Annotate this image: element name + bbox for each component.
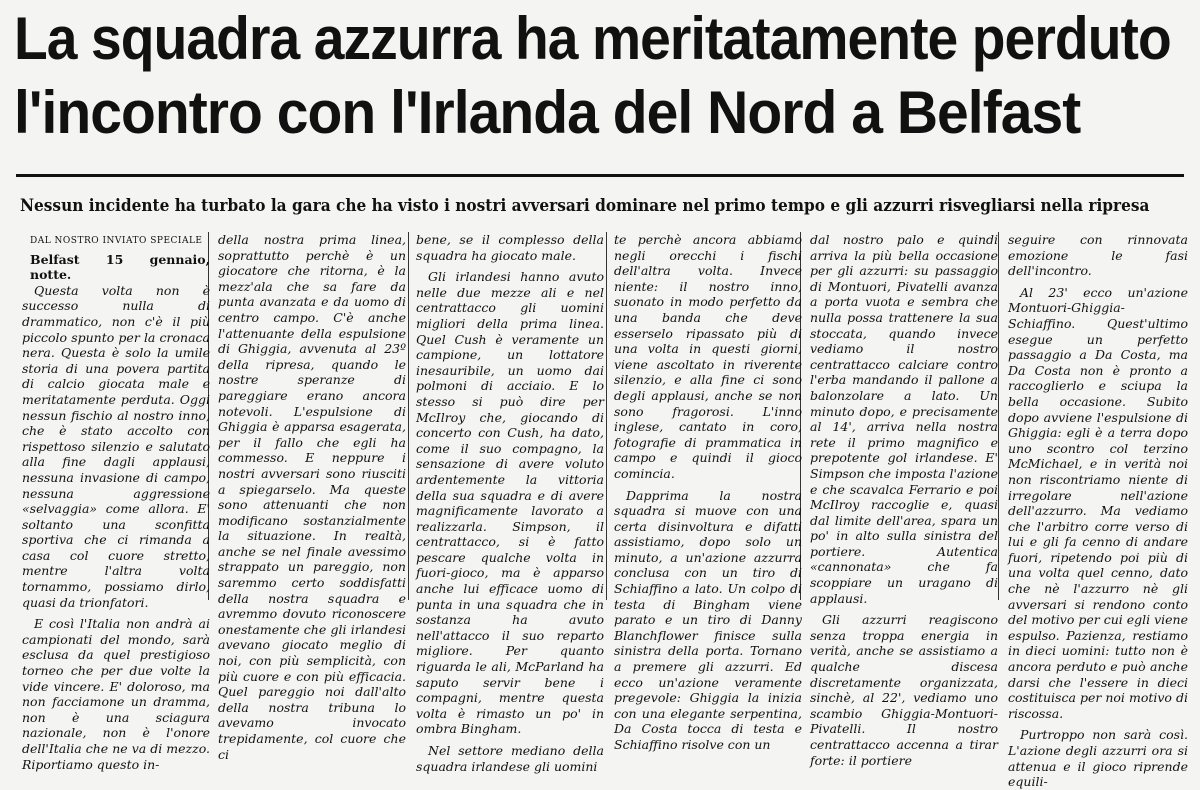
article-column-1: [22, 232, 210, 772]
subheadline: Nessun incidente ha turbato la gara che ha visto i nostri avversari dominare nel primo tempo e gli azzurri risvegliarsi nella ripresa: [20, 196, 1150, 215]
headline-divider: [16, 174, 1184, 177]
paragraph: Gli azzurri reagiscono senza troppa energia in verità, anche se assistiamo a qualche discesa discretamente organizzata, sinchè, al 22', vediamo uno scambio Ghiggia-Montuori-Pivatelli. Il nostro centrattacco accenna a tirar forte: il portiere: [810, 612, 998, 768]
headline-line-2: l'incontro con l'Irlanda del Nord a Belfast: [14, 79, 1081, 146]
article-column-4: [614, 232, 802, 752]
article-column-2: [218, 232, 406, 762]
paragraph: E così l'Italia non andrà ai campionati del mondo, sarà esclusa da quel prestigioso torneo che per due volte la vide vincere. E' doloroso, ma non facciamone un dramma, non è una sciagura nazionale, non è l'onore dell'Italia che ne va di mezzo. Riportiamo questo in-: [22, 616, 210, 772]
paragraph: Dapprima la nostra squadra si muove con una certa disinvoltura e difatti assistiamo, dopo solo un minuto, a un'azione azzurra conclusa con un tiro di Schiaffino a lato. Un colpo di testa di Bingham viene parato e un tiro di Danny Blanchflower finisce sulla sinistra della porta. Tornano a premere gli azzurri. Ed ecco un'azione veramente pregevole: Ghiggia la inizia con una elegante serpentina, Da Costa tocca di testa e Schiaffino risolve con un: [614, 487, 802, 752]
paragraph: seguire con rinnovata emozione le fasi dell'incontro.: [1008, 232, 1188, 279]
paragraph: Gli irlandesi hanno avuto nelle due mezze ali e nel centrattacco gli uomini migliori della prima linea. Quel Cush è veramente un campione, un lottatore inesauribile, un uomo dai polmoni di acciaio. E lo stesso si può dire per McIlroy che, giocando di concerto con Cush, ha dato, come il suo compagno, la sensazione di avere voluto ardentemente la vittoria della sua squadra e di avere magnificamente lavorato a realizzarla. Simpson, il centrattacco, si è fatto pescare qualche volta in fuori-gioco, ma è apparso anche lui efficace uomo di punta in una squadra che in sostanza ha avuto nell'attacco il suo reparto migliore. Per quanto riguarda le ali, McParland ha saputo servir bene i compagni, mentre questa volta è rimasto un po' in ombra Bingham.: [416, 269, 604, 737]
paragraph: Nel settore mediano della squadra irlandese gli uomini: [416, 743, 604, 774]
article-column-3: [416, 232, 604, 774]
article-body: [22, 232, 1190, 790]
paragraph: della nostra prima linea, soprattutto perchè è un giocatore che ritorna, è la mezz'ala che sa fare da punta avanzata e da uomo di centro campo. C'è anche l'attenuante della espulsione di Ghiggia, avvenuta al 23º della ripresa, quando le nostre speranze di pareggiare erano ancora notevoli. L'espulsione di Ghiggia è apparsa esagerata, per il fallo che egli ha commesso. E neppure i nostri avversari sono riusciti a spiegarselo. Ma queste sono attenuanti che non modificano sostanzialmente la situazione. In realtà, anche se nel finale avessimo strappato un pareggio, non saremmo certo soddisfatti della nostra squadra e avremmo dovuto riconoscere onestamente che gli irlandesi avevano giocato meglio di noi, con più semplicità, con più cuore e con più efficacia. Quel pareggio noi dall'alto della nostra tribuna lo avevamo invocato trepidamente, col cuore che ci: [218, 232, 406, 762]
paragraph: Purtroppo non sarà così. L'azione degli azzurri ora si attenua e il gioco riprende equili-: [1008, 727, 1188, 790]
paragraph: te perchè ancora abbiamo negli orecchi i fischi dell'altra volta. Invece niente: il nostro inno, suonato in modo perfetto da una banda che deve esserselo ripassato più di una volta in questi giorni, viene ascoltato in riverente silenzio, e alla fine ci sono degli applausi, anche se non sono fragorosi. L'inno inglese, cantato in coro, fotografie di prammatica in campo e quindi il gioco comincia.: [614, 232, 802, 481]
byline: DAL NOSTRO INVIATO SPECIALE: [30, 236, 203, 246]
headline-line-1: La squadra azzurra ha meritatamente perduto: [14, 5, 1171, 72]
paragraph: Questa volta non è successo nulla di drammatico, non c'è il più piccolo spunto per la cronaca nera. Questa è solo la umile storia di una povera partita di calcio giocata male e meritatamente perduta. Oggi nessun fischio al nostro inno, che è stato accolto con rispettoso silenzio e salutato alla fine dagli applausi, nessuna invasione di campo, nessuna aggressione «selvaggia» come allora. E' soltanto una sconfitta sportiva che ci rimanda a casa col cuore stretto, mentre l'altra volta tornammo, possiamo dirlo, quasi da trionfatori.: [22, 282, 210, 610]
article-column-5: [810, 232, 998, 768]
paragraph: dal nostro palo e quindi arriva la più bella occasione per gli azzurri: su passaggio di Montuori, Pivatelli avanza a porta vuota e sembra che nulla possa trattenere la sua stoccata, quando invece vediamo il nostro centrattacco calciare contro l'erba mandando il pallone a balonzolare a lato. Un minuto dopo, e precisamente al 14', arriva nella nostra rete il primo magnifico e prepotente gol irlandese. E' Simpson che imposta l'azione e che scavalca Ferrario e poi McIlroy raccoglie e, quasi dal limite dell'area, spara un po' in alto sulla sinistra del portiere. Autentica «cannonata» che fa scoppiare un uragano di applausi.: [810, 232, 998, 606]
paragraph: Al 23' ecco un'azione Montuori-Ghiggia-Schiaffino. Quest'ultimo esegue un perfetto passaggio a Da Costa, ma Da Costa non è pronto a raccoglierlo e sciupa la bella occasione. Subito dopo avviene l'espulsione di Ghiggia: egli è a terra dopo uno scontro col terzino McMichael, e in verità noi non riscontriamo niente di irregolare nell'azione dell'azzurro. Ma vediamo che l'arbitro corre verso di lui e gli fa cenno di andare fuori, ripetendo poi più di una volta quel cenno, dato che nè l'azzurro nè gli avversari si rendono conto del motivo per cui egli viene espulso. Pazienza, restiamo in dieci uomini: tutto non è ancora perduto e può anche darsi che l'essere in dieci costituisca per noi motivo di riscossa.: [1008, 284, 1188, 721]
dateline: Belfast 15 gennaio, notte.: [30, 251, 210, 283]
article-column-6: [1008, 232, 1188, 790]
paragraph: bene, se il complesso della squadra ha giocato male.: [416, 232, 604, 263]
